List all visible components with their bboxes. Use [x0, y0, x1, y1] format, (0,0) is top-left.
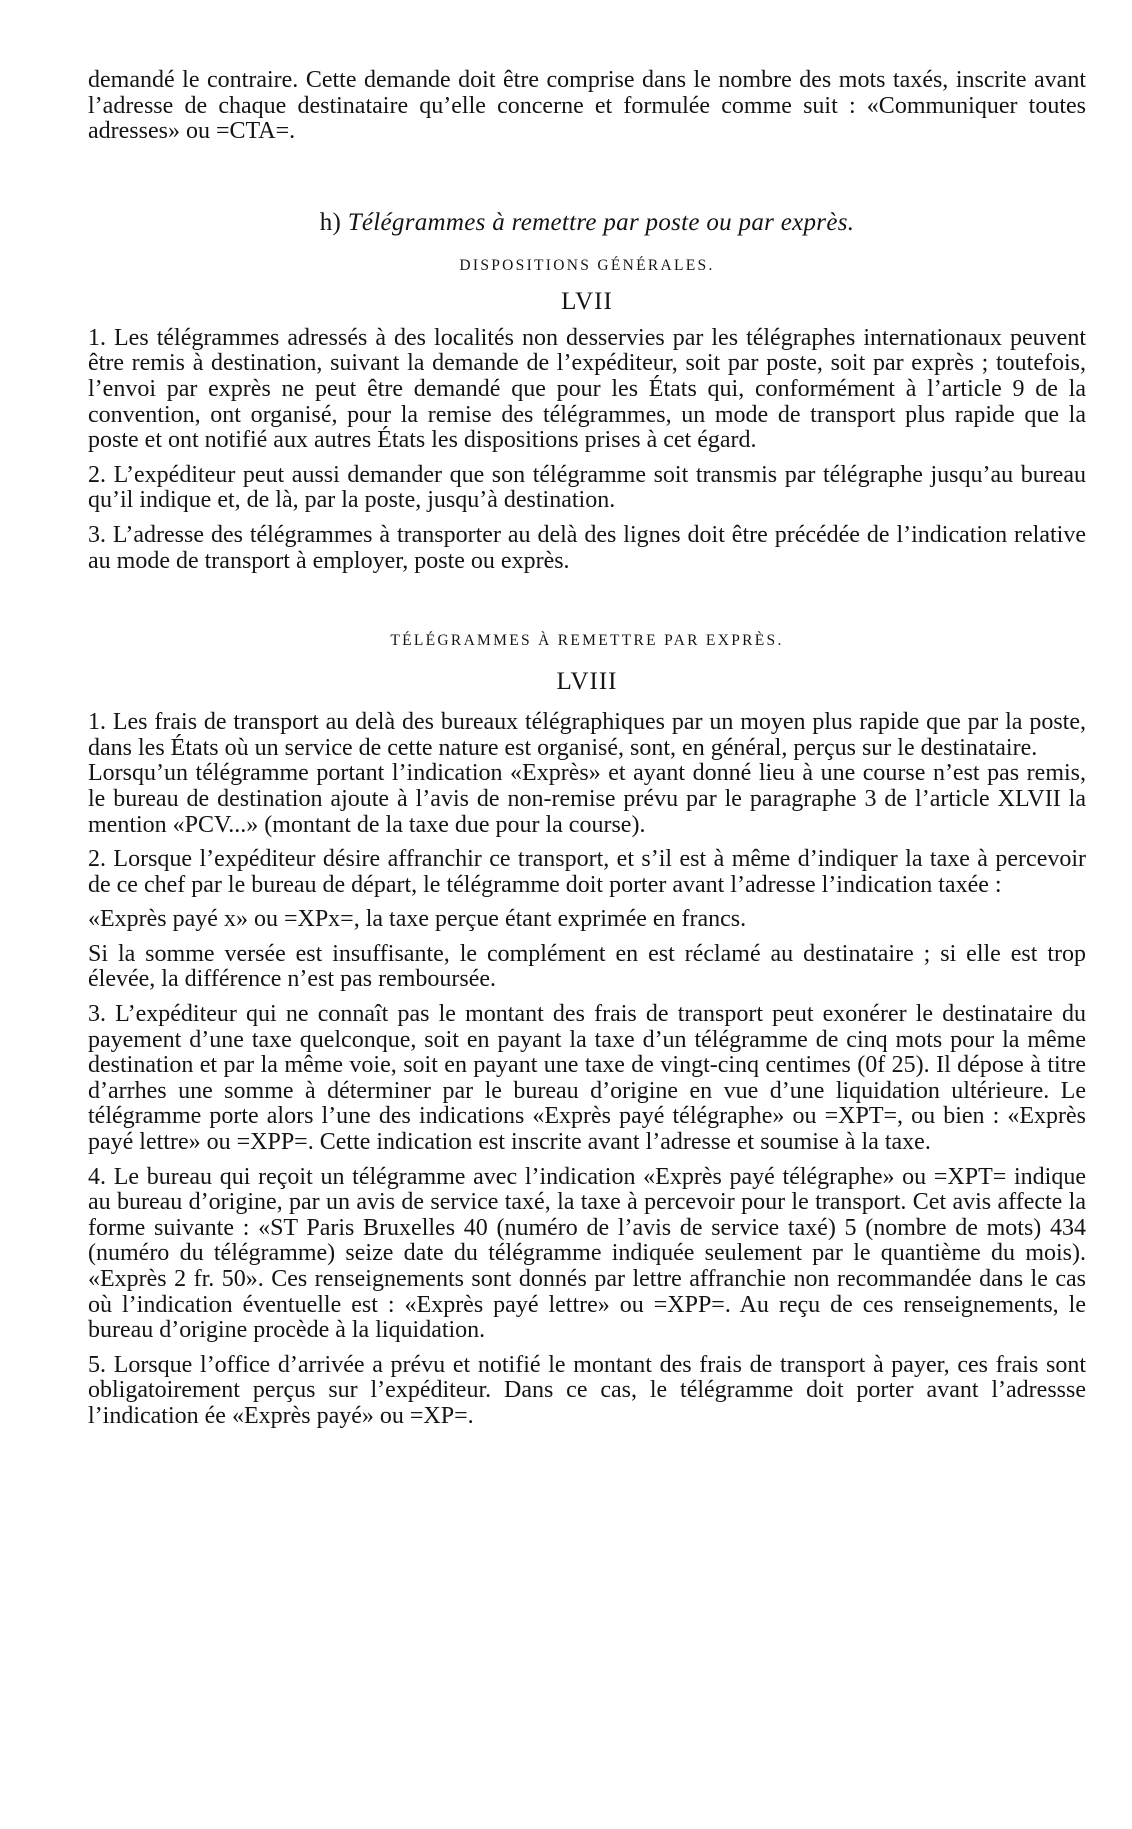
paragraph-lvii-3: 3. L’adresse des télégrammes à transporter au delà des lignes doit être précédée de l’indication relative au mode de transport à employer, poste ou exprès.	[88, 521, 1086, 574]
paragraph-lviii-3: 3. L’expéditeur qui ne connaît pas le montant des frais de transport peut exonérer le destinataire du payement d’une taxe quelconque, soit en payant la taxe d’un télégramme de cinq mots pour la même destination et par la même voie, soit en payant une taxe de vingt-cinq centimes (0f 25). Il dépose à titre d’arrhes une somme à déterminer par le bureau d’origine en vue d’une liquidation ultérieure. Le télégramme porte alors l’une des indications «Exprès payé télégraphe» ou =XPT=, ou bien : «Exprès payé lettre» ou =XPP=. Cette indication est inscrite avant l’adresse et soumise à la taxe.	[88, 1001, 1086, 1156]
article-number-lvii: LVII	[561, 287, 613, 315]
paragraph-lviii-2c: Si la somme versée est insuffisante, le complément en est réclamé au destinataire ; si elle est trop élevée, la différence n’est pas remboursée.	[88, 940, 1086, 993]
article-number-lviii: LVIII	[556, 668, 618, 696]
subheading-express: TÉLÉGRAMMES À REMETTRE PAR EXPRÈS.	[390, 632, 784, 650]
paragraph-lviii-2b: «Exprès payé x» ou =XPx=, la taxe perçue étant exprimée en francs.	[88, 906, 747, 933]
section-heading-h	[88, 209, 1086, 237]
paragraph-lviii-1a: 1. Les frais de transport au delà des bureaux télégraphiques par un moyen plus rapide que par la poste, dans les États où un service de cette nature est organisé, sont, en général, perçus sur le destinataire.	[88, 709, 1086, 761]
paragraph-lviii-5: 5. Lorsque l’office d’arrivée a prévu et notifié le montant des frais de transport à payer, ces frais sont obligatoirement perçus sur l’expéditeur. Dans ce cas, le télégramme doit porter avant l’adressse l’indication ée «Exprès payé» ou =XP=.	[88, 1351, 1086, 1429]
paragraph-lvii-1: 1. Les télégrammes adressés à des localités non desservies par les télégraphes internationaux peuvent être remis à destination, suivant la demande de l’expéditeur, soit par poste, soit par exprès ; toutefois, l’envoi par exprès ne peut être demandé que pour les États qui, conformément à l’article 9 de la convention, ont organisé, pour la remise des télégrammes, un mode de transport plus rapide que la poste et ont notifié aux autres États les dispositions prises à cet égard.	[88, 324, 1086, 454]
section-letter: h)	[319, 208, 342, 236]
paragraph-lviii-1b: Lorsqu’un télégramme portant l’indication «Exprès» et ayant donné lieu à une course n’est pas remis, le bureau de destination ajoute à l’avis de non-remise prévu par le paragraphe 3 de l’article XLVII la mention «PCV...» (montant de la taxe due pour la course).	[88, 760, 1086, 838]
paragraph-continuation: demandé le contraire. Cette demande doit être comprise dans le nombre des mots taxés, inscrite avant l’adresse de chaque destinataire qu’elle concerne et formulée comme suit : «Communiquer toutes adresses» ou =CTA=.	[88, 67, 1086, 145]
section-title: Télégrammes à remettre par poste ou par exprès.	[347, 208, 855, 236]
paragraph-lviii-2a: 2. Lorsque l’expéditeur désire affranchir ce transport, et s’il est à même d’indiquer la taxe à percevoir de ce chef par le bureau de départ, le télégramme doit porter avant l’adresse l’indication taxée :	[88, 846, 1086, 898]
subheading-general: DISPOSITIONS GÉNÉRALES.	[459, 256, 715, 274]
paragraph-lvii-2: 2. L’expéditeur peut aussi demander que son télégramme soit transmis par télégraphe jusqu’au bureau qu’il indique et, de là, par la poste, jusqu’à destination.	[88, 461, 1086, 514]
paragraph-lviii-4: 4. Le bureau qui reçoit un télégramme avec l’indication «Exprès payé télégraphe» ou =XPT= indique au bureau d’origine, par un avis de service taxé, la taxe à percevoir pour le transport. Cet avis affecte la forme suivante : «ST Paris Bruxelles 40 (numéro de l’avis de service taxé) 5 (nombre de mots) 434 (numéro du télégramme) seize date du télégramme indiquée seulement par le quantième du mois). «Exprès 2 fr. 50». Ces renseignements sont donnés par lettre affranchie non recommandée dans le cas où l’indication éventuelle est : «Exprès payé lettre» ou =XPP=. Au reçu de ces renseignements, le bureau d’origine procède à la liquidation.	[88, 1163, 1086, 1344]
